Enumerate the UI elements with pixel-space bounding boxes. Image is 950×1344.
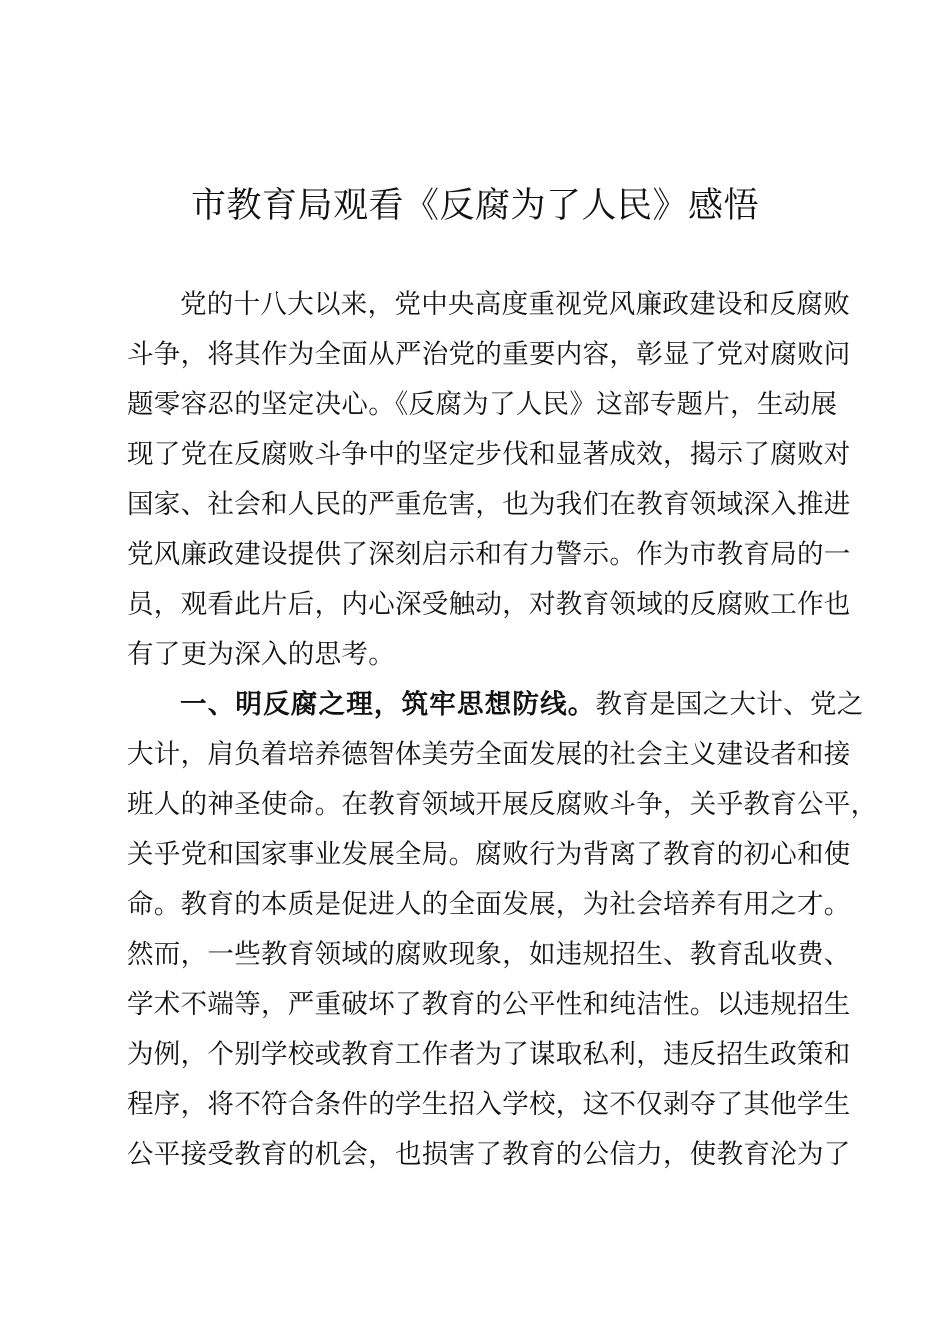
paragraph-1-line-4: 现了党在反腐败斗争中的坚定步伐和显著成效，揭示了腐败对 — [127, 439, 851, 470]
document-title: 市教育局观看《反腐为了人民》感悟 — [190, 186, 759, 226]
paragraph-2-line-9: 程序，将不符合条件的学生招入学校，这不仅剥夺了其他学生 — [127, 1089, 851, 1120]
paragraph-1-line-5: 国家、社会和人民的严重危害，也为我们在教育领域深入推进 — [127, 489, 851, 520]
paragraph-2-line-5: 命。教育的本质是促进人的全面发展，为社会培养有用之才。 — [127, 889, 851, 920]
paragraph-1-line-8: 有了更为深入的思考。 — [127, 639, 395, 670]
paragraph-2-line-3: 班人的神圣使命。在教育领域开展反腐败斗争，关乎教育公平， — [127, 789, 878, 820]
paragraph-2-line-1-rest: 教育是国之大计、党之 — [595, 689, 864, 720]
paragraph-2-line-8: 为例，个别学校或教育工作者为了谋取私利，违反招生政策和 — [127, 1039, 851, 1070]
paragraph-2-line-4: 关乎党和国家事业发展全局。腐败行为背离了教育的初心和使 — [127, 839, 851, 870]
paragraph-1-line-1: 党的十八大以来，党中央高度重视党风廉政建设和反腐败 — [180, 289, 850, 320]
paragraph-1-line-3: 题零容忍的坚定决心。《反腐为了人民》这部专题片，生动展 — [127, 389, 838, 420]
paragraph-1-line-2: 斗争，将其作为全面从严治党的重要内容，彰显了党对腐败问 — [127, 339, 851, 370]
paragraph-2-line-2: 大计，肩负着培养德智体美劳全面发展的社会主义建设者和接 — [127, 739, 851, 770]
paragraph-2-line-6: 然而，一些教育领域的腐败现象，如违规招生、教育乱收费、 — [127, 939, 851, 970]
paragraph-1-line-7: 员，观看此片后，内心深受触动，对教育领域的反腐败工作也 — [127, 589, 851, 620]
paragraph-2-line-1 — [180, 688, 900, 722]
paragraph-1-line-6: 党风廉政建设提供了深刻启示和有力警示。作为市教育局的一 — [127, 539, 851, 570]
section-heading: 一、明反腐之理，筑牢思想防线。 — [180, 689, 596, 720]
paragraph-2-line-7: 学术不端等，严重破坏了教育的公平性和纯洁性。以违规招生 — [127, 989, 851, 1020]
paragraph-2-line-10: 公平接受教育的机会，也损害了教育的公信力，使教育沦为了 — [127, 1139, 851, 1170]
